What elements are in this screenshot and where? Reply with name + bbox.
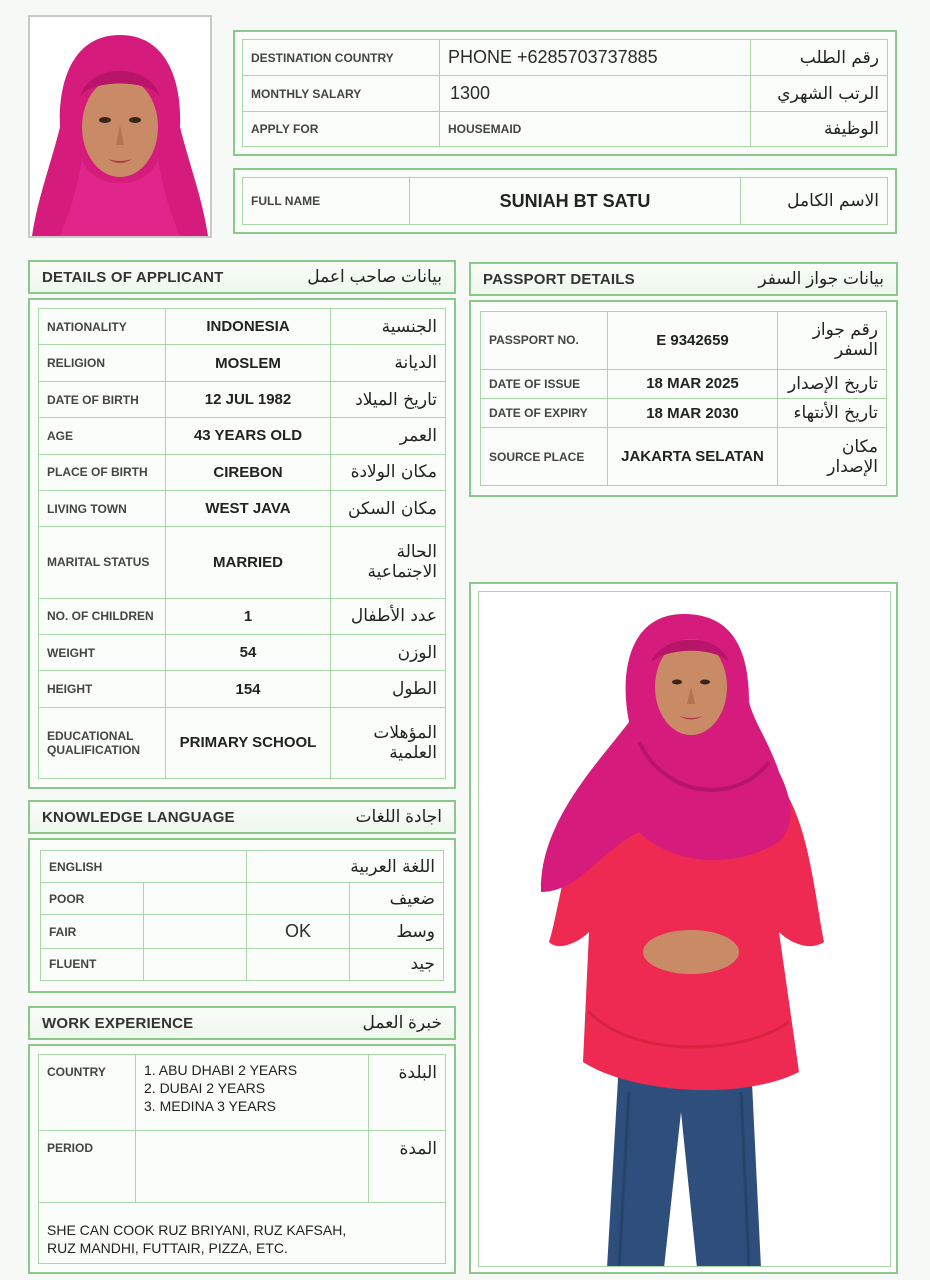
row-arabic-label: مكان السكن xyxy=(331,491,446,527)
row-value: INDONESIA xyxy=(166,309,331,345)
apply-for-label: APPLY FOR xyxy=(243,112,440,147)
work-country-label: COUNTRY xyxy=(39,1055,136,1131)
table-row xyxy=(39,1131,446,1203)
row-value: MOSLEM xyxy=(166,345,331,381)
table-row xyxy=(39,345,446,381)
row-arabic-label: الحالة الاجتماعية xyxy=(331,527,446,598)
language-level-poor: POOR xyxy=(41,883,144,915)
table-row xyxy=(39,707,446,778)
table-row xyxy=(39,1203,446,1264)
row-arabic-label: تاريخ الميلاد xyxy=(331,381,446,417)
applicant-portrait-photo xyxy=(28,15,212,238)
row-label: NO. OF CHILDREN xyxy=(39,598,166,634)
language-english-poor xyxy=(144,883,247,915)
row-value: WEST JAVA xyxy=(166,491,331,527)
row-value: JAKARTA SELATAN xyxy=(608,428,778,486)
table-row xyxy=(481,428,887,486)
table-row xyxy=(243,76,888,112)
work-note-line: SHE CAN COOK RUZ BRIYANI, RUZ KAFSAH, xyxy=(47,1222,347,1238)
applicant-section-title: DETAILS OF APPLICANT xyxy=(42,268,224,286)
row-arabic-label: المؤهلات العلمية xyxy=(331,707,446,778)
language-section-header xyxy=(28,800,456,834)
table-row xyxy=(41,948,444,980)
row-label: RELIGION xyxy=(39,345,166,381)
table-row xyxy=(39,381,446,417)
row-value: 54 xyxy=(166,634,331,670)
language-english-fluent xyxy=(144,948,247,980)
row-value: 1 xyxy=(166,598,331,634)
table-row xyxy=(39,491,446,527)
applicant-full-body-photo xyxy=(469,582,898,1274)
row-value: PRIMARY SCHOOL xyxy=(166,707,331,778)
row-value: 18 MAR 2030 xyxy=(608,398,778,427)
row-arabic-label: العمر xyxy=(331,418,446,454)
work-country-arabic: البلدة xyxy=(369,1055,446,1131)
row-arabic-label: الوزن xyxy=(331,634,446,670)
table-row xyxy=(243,112,888,147)
destination-country-value: PHONE +6285703737885 xyxy=(440,40,751,76)
row-label: DATE OF ISSUE xyxy=(481,369,608,398)
language-fair-arabic: وسط xyxy=(350,915,444,949)
table-row xyxy=(41,851,444,883)
language-english-fair xyxy=(144,915,247,949)
language-section-title-arabic: اجادة اللغات xyxy=(355,807,442,826)
row-arabic-label: مكان الإصدار xyxy=(778,428,887,486)
row-label: EDUCATIONAL QUALIFICATION xyxy=(39,707,166,778)
row-arabic-label: تاريخ الإصدار xyxy=(778,369,887,398)
language-table xyxy=(40,850,444,981)
row-arabic-label: تاريخ الأنتهاء xyxy=(778,398,887,427)
work-period-label: PERIOD xyxy=(39,1131,136,1203)
work-section-header xyxy=(28,1006,456,1040)
passport-details-table xyxy=(480,311,887,486)
work-country-item: 1. ABU DHABI 2 YEARS xyxy=(144,1062,298,1078)
work-country-item: 3. MEDINA 3 YEARS xyxy=(144,1098,277,1114)
table-row xyxy=(481,369,887,398)
row-label: AGE xyxy=(39,418,166,454)
work-country-item: 2. DUBAI 2 YEARS xyxy=(144,1080,266,1096)
job-info-box xyxy=(233,30,897,156)
row-label: NATIONALITY xyxy=(39,309,166,345)
monthly-salary-arabic: الرتب الشهري xyxy=(751,76,888,112)
work-experience-box xyxy=(28,1044,456,1274)
row-arabic-label: الديانة xyxy=(331,345,446,381)
row-arabic-label: الجنسية xyxy=(331,309,446,345)
applicant-section-header xyxy=(28,260,456,294)
table-row xyxy=(39,527,446,598)
apply-for-arabic: الوظيفة xyxy=(751,112,888,147)
row-value: E 9342659 xyxy=(608,312,778,370)
full-name-box xyxy=(233,168,897,234)
monthly-salary-label: MONTHLY SALARY xyxy=(243,76,440,112)
table-row xyxy=(39,309,446,345)
passport-section-title-arabic: بيانات جواز السفر xyxy=(758,269,884,288)
language-arabic-poor xyxy=(247,883,350,915)
table-row xyxy=(41,883,444,915)
row-value: MARRIED xyxy=(166,527,331,598)
work-experience-table xyxy=(38,1054,446,1264)
passport-details-box xyxy=(469,300,898,497)
row-label: DATE OF BIRTH xyxy=(39,381,166,417)
work-section-title: WORK EXPERIENCE xyxy=(42,1014,194,1032)
language-poor-arabic: ضعيف xyxy=(350,883,444,915)
language-fluent-arabic: جيد xyxy=(350,948,444,980)
row-arabic-label: الطول xyxy=(331,671,446,707)
apply-for-value: HOUSEMAID xyxy=(440,112,751,147)
passport-section-header xyxy=(469,262,898,296)
language-level-fluent: FLUENT xyxy=(41,948,144,980)
passport-section-title: PASSPORT DETAILS xyxy=(483,270,635,288)
row-value: 12 JUL 1982 xyxy=(166,381,331,417)
language-english-header: ENGLISH xyxy=(41,851,247,883)
full-name-arabic: الاسم الكامل xyxy=(741,178,888,225)
table-row xyxy=(39,671,446,707)
applicant-details-box xyxy=(28,298,456,789)
table-row xyxy=(481,312,887,370)
row-arabic-label: مكان الولادة xyxy=(331,454,446,490)
work-period-arabic: المدة xyxy=(369,1131,446,1203)
row-label: PASSPORT NO. xyxy=(481,312,608,370)
monthly-salary-value: 1300 xyxy=(440,76,751,112)
table-row xyxy=(39,598,446,634)
work-country-list xyxy=(136,1055,369,1131)
language-box xyxy=(28,838,456,993)
row-label: WEIGHT xyxy=(39,634,166,670)
row-arabic-label: عدد الأطفال xyxy=(331,598,446,634)
full-name-value: SUNIAH BT SATU xyxy=(410,178,741,225)
applicant-section-title-arabic: بيانات صاحب اعمل xyxy=(307,267,442,286)
row-value: 154 xyxy=(166,671,331,707)
row-label: HEIGHT xyxy=(39,671,166,707)
language-level-fair: FAIR xyxy=(41,915,144,949)
table-row xyxy=(481,398,887,427)
row-label: DATE OF EXPIRY xyxy=(481,398,608,427)
row-value: 43 YEARS OLD xyxy=(166,418,331,454)
table-row xyxy=(39,634,446,670)
work-section-title-arabic: خبرة العمل xyxy=(362,1013,442,1032)
applicant-details-table xyxy=(38,308,446,779)
destination-country-label: DESTINATION COUNTRY xyxy=(243,40,440,76)
table-row xyxy=(41,915,444,949)
work-period-value xyxy=(136,1131,369,1203)
table-row xyxy=(243,178,888,225)
row-label: LIVING TOWN xyxy=(39,491,166,527)
full-name-label: FULL NAME xyxy=(243,178,410,225)
language-section-title: KNOWLEDGE LANGUAGE xyxy=(42,808,235,826)
row-label: MARITAL STATUS xyxy=(39,527,166,598)
work-notes xyxy=(39,1203,446,1264)
language-arabic-fair: OK xyxy=(247,915,350,949)
language-arabic-header: اللغة العربية xyxy=(247,851,444,883)
destination-country-arabic: رقم الطلب xyxy=(751,40,888,76)
row-label: SOURCE PLACE xyxy=(481,428,608,486)
row-value: 18 MAR 2025 xyxy=(608,369,778,398)
table-row xyxy=(39,454,446,490)
row-label: PLACE OF BIRTH xyxy=(39,454,166,490)
row-arabic-label: رقم جواز السفر xyxy=(778,312,887,370)
language-arabic-fluent xyxy=(247,948,350,980)
full-name-table xyxy=(242,177,888,225)
table-row xyxy=(39,418,446,454)
job-info-table xyxy=(242,39,888,147)
table-row xyxy=(243,40,888,76)
table-row xyxy=(39,1055,446,1131)
row-value: CIREBON xyxy=(166,454,331,490)
work-note-line: RUZ MANDHI, FUTTAIR, PIZZA, ETC. xyxy=(47,1240,288,1256)
